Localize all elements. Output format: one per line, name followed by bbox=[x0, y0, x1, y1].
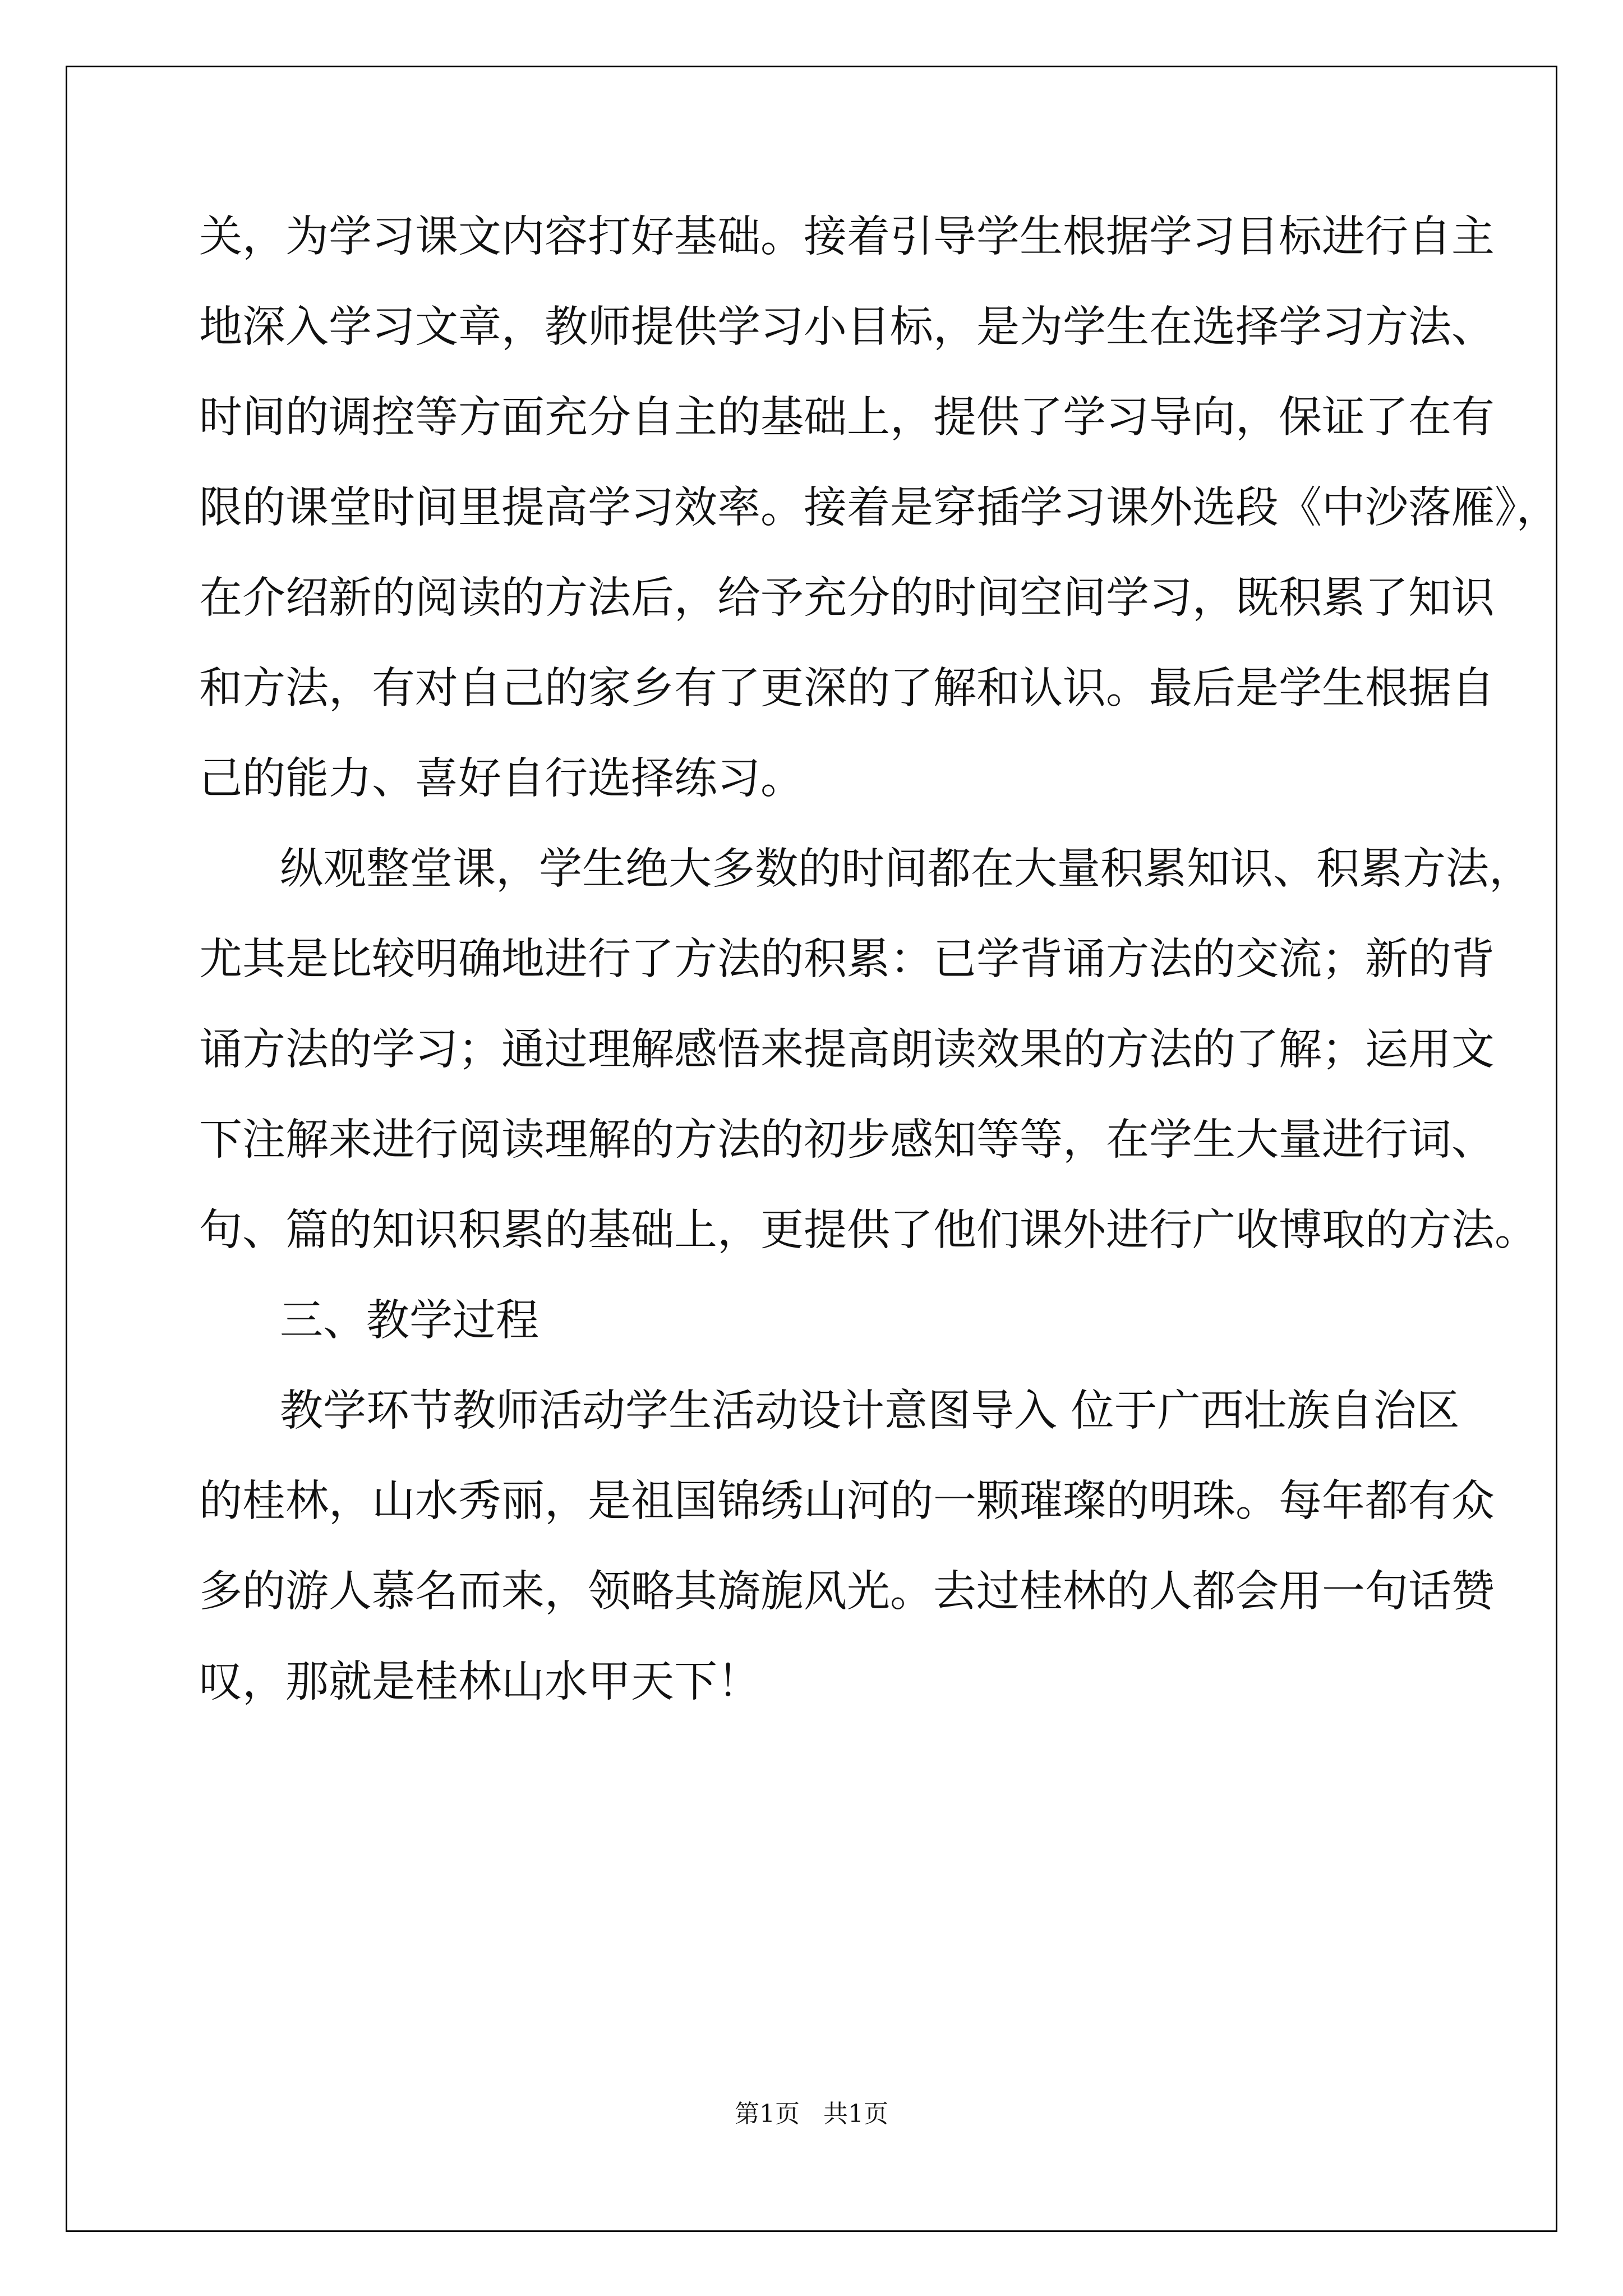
text-line: 关，为学习课文内容打好基础。接着引导学生根据学习目标进行自主 bbox=[199, 212, 1495, 262]
paragraph-first-line: 教学环节教师活动学生活动设计意图导入 位于广西壮族自治区 bbox=[280, 1386, 1460, 1436]
text-line: 叹，那就是桂林山水甲天下！ bbox=[199, 1657, 760, 1707]
text-line: 时间的调控等方面充分自主的基础上，提供了学习导向，保证了在有 bbox=[199, 393, 1495, 443]
text-line: 地深入学习文章，教师提供学习小目标，是为学生在选择学习方法、 bbox=[199, 302, 1495, 352]
text-line: 句、篇的知识积累的基础上，更提供了他们课外进行广收博取的方法。 bbox=[199, 1205, 1538, 1255]
page-footer: 第1页 共1页 bbox=[735, 2100, 888, 2128]
text-line: 限的课堂时间里提高学习效率。接着是穿插学习课外选段《中沙落雁》， bbox=[199, 483, 1560, 533]
section-heading: 三、教学过程 bbox=[280, 1296, 539, 1346]
text-line: 在介绍新的阅读的方法后，给予充分的时间空间学习，既积累了知识 bbox=[199, 573, 1495, 623]
text-line: 多的游人慕名而来，领略其旖旎风光。去过桂林的人都会用一句话赞 bbox=[199, 1567, 1495, 1617]
paragraph-first-line: 纵观整堂课，学生绝大多数的时间都在大量积累知识、积累方法， bbox=[280, 844, 1532, 894]
text-line: 尤其是比较明确地进行了方法的积累：已学背诵方法的交流；新的背 bbox=[199, 935, 1495, 984]
text-line: 己的能力、喜好自行选择练习。 bbox=[199, 754, 804, 804]
text-line: 和方法，有对自己的家乡有了更深的了解和认识。最后是学生根据自 bbox=[199, 664, 1495, 714]
text-line: 的桂林，山水秀丽，是祖国锦绣山河的一颗璀璨的明珠。每年都有众 bbox=[199, 1476, 1495, 1526]
text-line: 下注解来进行阅读理解的方法的初步感知等等，在学生大量进行词、 bbox=[199, 1115, 1495, 1165]
text-line: 诵方法的学习；通过理解感悟来提高朗读效果的方法的了解；运用文 bbox=[199, 1025, 1495, 1075]
